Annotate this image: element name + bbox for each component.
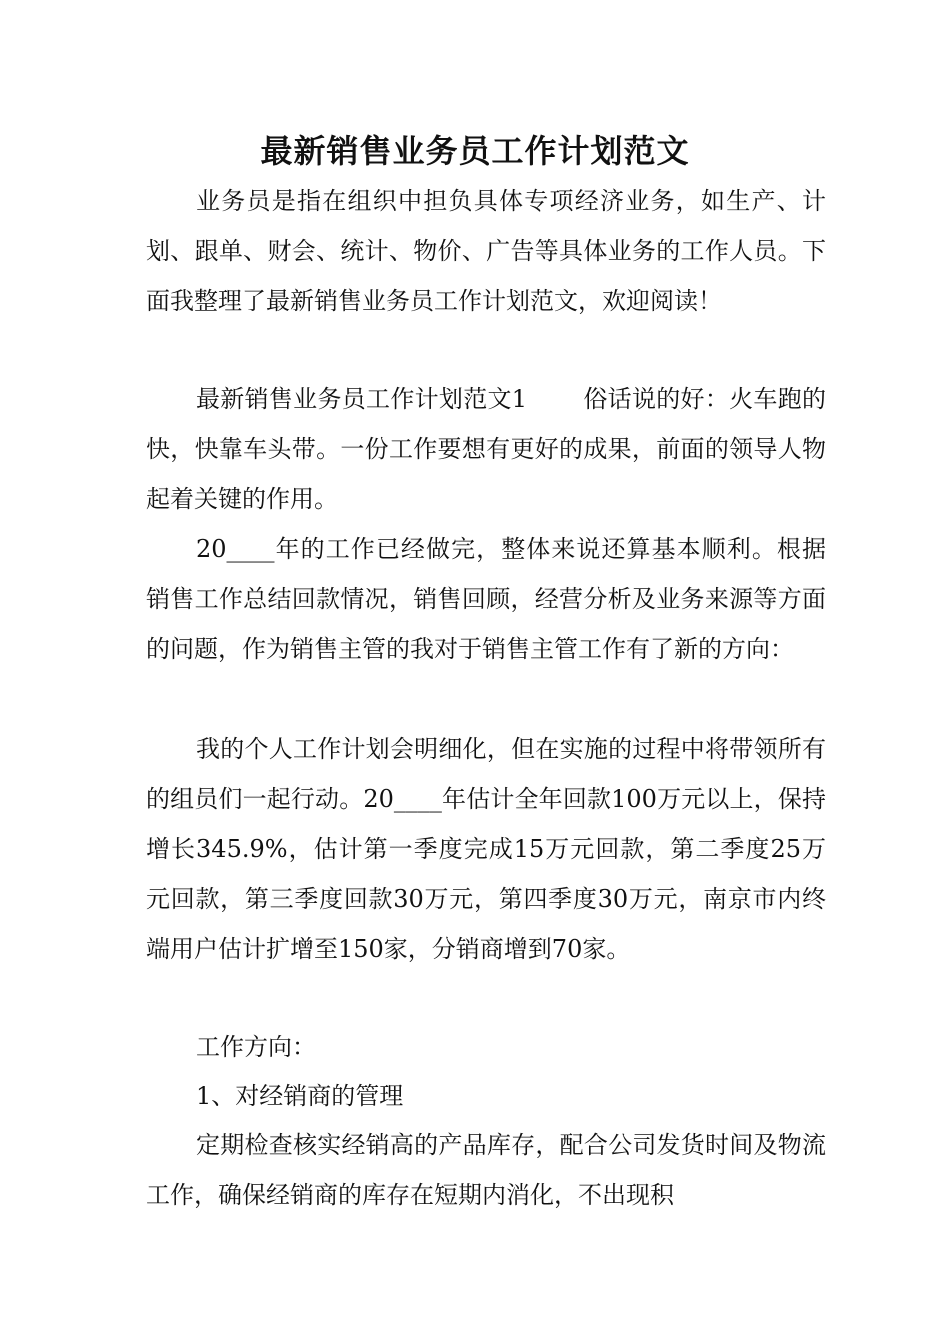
summary-paragraph: 20____年的工作已经做完，整体来说还算基本顺利。根据销售工作总结回款情况，销售回顾，经营分析及业务来源等方面的问题，作为销售主管的我对于销售主管工作有了新的方向： [146,535,826,663]
document-title: 最新销售业务员工作计划范文 [260,132,690,170]
intro-paragraph: 业务员是指在组织中担负具体专项经济业务，如生产、计划、跟单、财会、统计、物价、广告等具体业务的工作人员。下面我整理了最新销售业务员工作计划范文，欢迎阅读！ [146,187,826,315]
work-direction-heading: 工作方向： [196,1033,316,1061]
dealer-management-paragraph: 定期检查核实经销高的产品库存，配合公司发货时间及物流工作，确保经销商的库存在短期内消化，不出现积 [146,1131,826,1209]
plan-paragraph: 我的个人工作计划会明细化，但在实施的过程中将带领所有的组员们一起行动。20____年估计全年回款100万元以上，保持增长345.9%，估计第一季度完成15万元回款，第二季度25万元回款，第三季度回款30万元，第四季度30万元，南京市内终端用户估计扩增至150家，分销商增到70家。 [146,735,826,963]
section-heading: 最新销售业务员工作计划范文1 [196,385,528,413]
proverb-text: 俗话说的好：火车跑的快，快靠车头带。一份工作要想有更好的成果，前面的领导人物起着关键的作用。 [146,385,826,513]
dealer-management-heading: 1、对经销商的管理 [196,1082,404,1110]
section-intro-paragraph [146,374,826,524]
